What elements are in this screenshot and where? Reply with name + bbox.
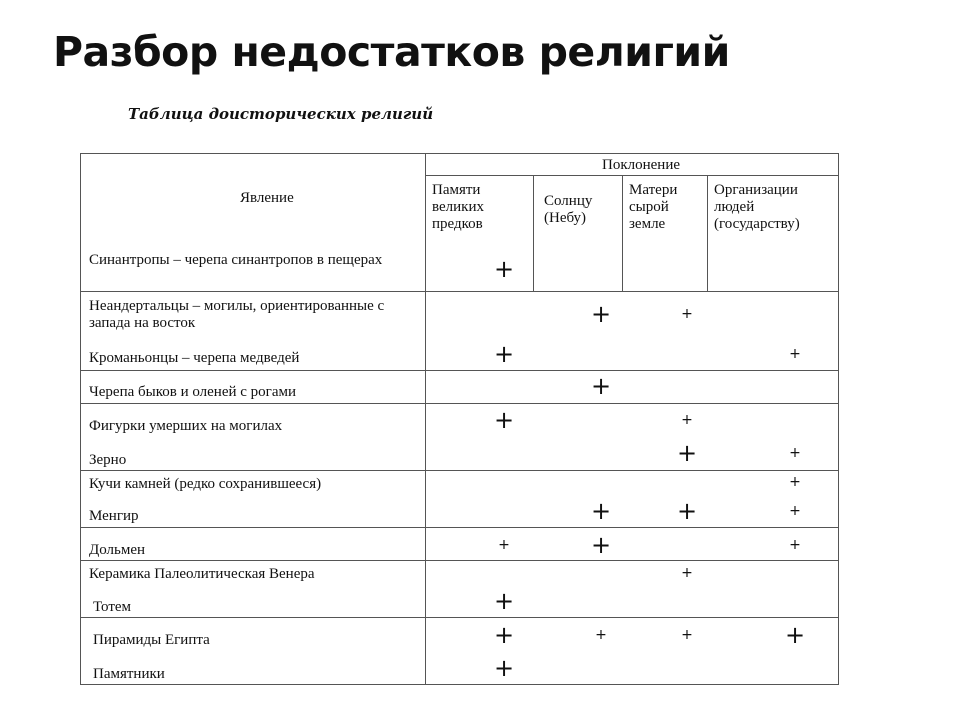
- header-col-state: Организации людей (государству): [714, 182, 800, 232]
- row-label: Зерно: [89, 452, 127, 468]
- row-label: Памятники: [93, 666, 165, 682]
- plus-mark: +: [681, 565, 693, 581]
- row-label: Пирамиды Египта: [93, 632, 210, 648]
- plus-mark: +: [493, 340, 515, 368]
- header-phenomenon: Явление: [240, 190, 294, 206]
- plus-mark: +: [681, 412, 693, 428]
- plus-mark: +: [789, 503, 801, 519]
- divider-col-3: [707, 175, 708, 291]
- plus-mark: +: [789, 445, 801, 461]
- header-col-sun: Солнцу (Небу): [544, 193, 593, 226]
- header-col-ancestors: Памяти великих предков: [432, 182, 484, 232]
- plus-mark: +: [676, 439, 698, 467]
- plus-mark: +: [590, 531, 612, 559]
- table-border-right: [838, 153, 839, 685]
- row-separator: [80, 617, 839, 618]
- plus-mark: +: [681, 306, 693, 322]
- plus-mark: +: [590, 372, 612, 400]
- row-label: Черепа быков и оленей с рогами: [89, 384, 296, 400]
- plus-mark: +: [595, 627, 607, 643]
- plus-mark: +: [590, 300, 612, 328]
- row-label: Тотем: [93, 599, 132, 615]
- plus-mark: +: [493, 654, 515, 682]
- plus-mark: +: [493, 255, 515, 283]
- plus-mark: +: [676, 497, 698, 525]
- table-border-left: [80, 153, 81, 685]
- row-label: Неандертальцы – могилы, ориентированные с запада на восток: [89, 298, 385, 331]
- plus-mark: +: [789, 474, 801, 490]
- header-col-earth: Матери сырой земле: [629, 182, 678, 232]
- table-border-top: [80, 153, 839, 154]
- row-separator: [80, 291, 839, 292]
- row-separator: [80, 560, 839, 561]
- plus-mark: +: [493, 621, 515, 649]
- divider-phenomenon: [425, 153, 426, 685]
- row-label: Кроманьонцы – черепа медведей: [89, 350, 300, 366]
- plus-mark: +: [498, 537, 510, 553]
- page-title: Разбор недостатков религий: [53, 28, 730, 76]
- divider-worship-subheader: [425, 175, 838, 176]
- plus-mark: +: [789, 346, 801, 362]
- divider-col-1: [533, 175, 534, 291]
- plus-mark: +: [681, 627, 693, 643]
- row-label: Менгир: [89, 508, 139, 524]
- row-separator: [80, 470, 839, 471]
- row-label: Дольмен: [89, 542, 146, 558]
- plus-mark: +: [493, 587, 515, 615]
- table-caption: Таблица доисторических религий: [128, 105, 434, 123]
- row-label: Фигурки умерших на могилах: [89, 418, 283, 434]
- plus-mark: +: [493, 406, 515, 434]
- row-separator: [80, 527, 839, 528]
- plus-mark: +: [784, 621, 806, 649]
- row-label: Керамика Палеолитическая Венера: [89, 566, 315, 582]
- row-separator: [80, 403, 839, 404]
- row-label: Кучи камней (редко сохранившееся): [89, 476, 322, 492]
- header-worship: Поклонение: [602, 157, 681, 173]
- divider-col-2: [622, 175, 623, 291]
- table-border-bottom: [80, 684, 839, 685]
- plus-mark: +: [789, 537, 801, 553]
- plus-mark: +: [590, 497, 612, 525]
- religions-table: [80, 153, 839, 685]
- row-separator: [80, 370, 839, 371]
- row-label: Синантропы – черепа синантропов в пещерах: [89, 252, 383, 268]
